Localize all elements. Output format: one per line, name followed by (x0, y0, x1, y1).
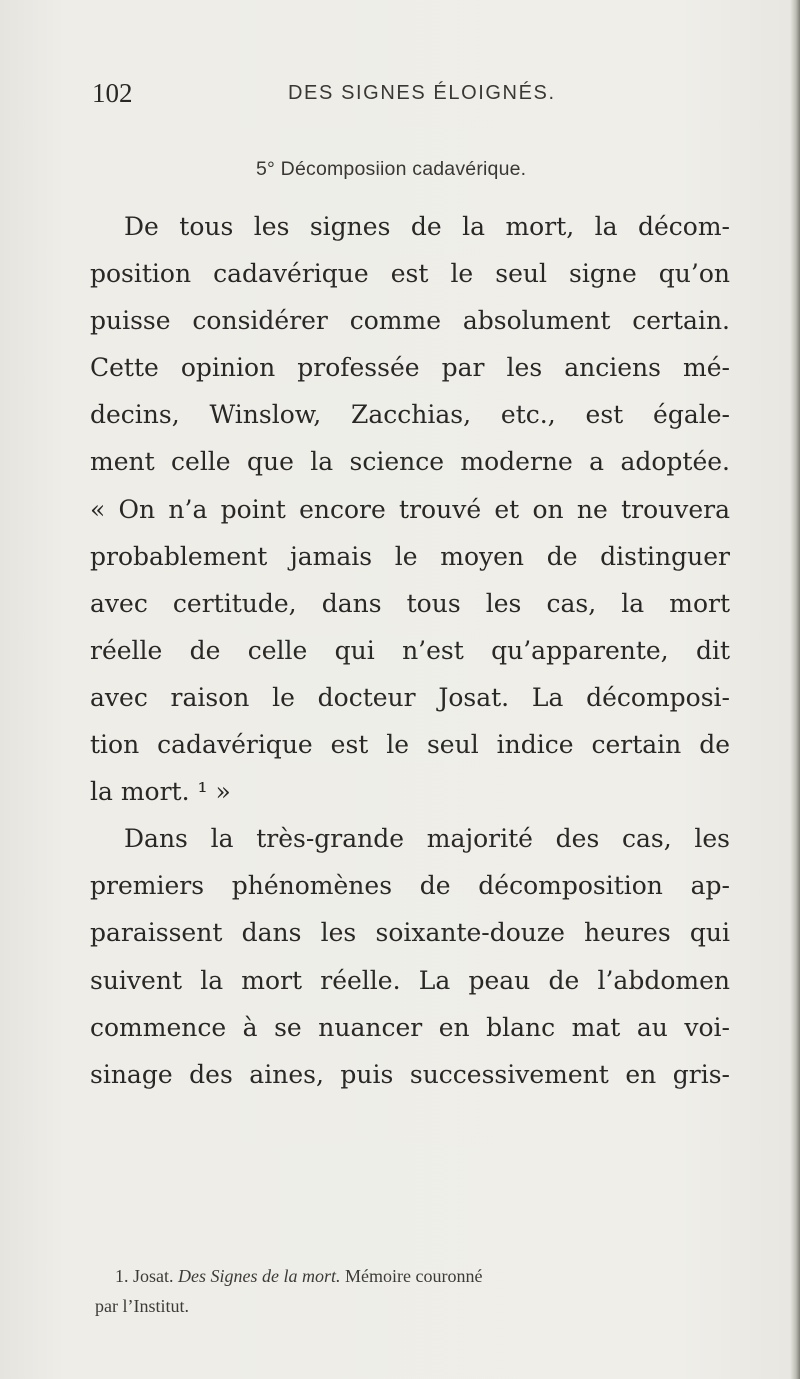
body-text (90, 203, 730, 1098)
page-header (92, 78, 672, 114)
text-line: « On n’a point encore trouvé et on ne trouvera (90, 494, 730, 524)
text-line: commence à se nuancer en blanc mat au voi- (90, 1012, 730, 1042)
text-line: ment celle que la science moderne a adoptée. (90, 447, 730, 477)
text-line: Cette opinion professée par les anciens mé- (90, 353, 730, 383)
footnote-rest: Mémoire couronné (344, 1266, 483, 1286)
running-head: DES SIGNES ÉLOIGNÉS. (288, 82, 556, 104)
footnote-title: Des Signes de la mort. (178, 1266, 341, 1286)
text-line: De tous les signes de la mort, la décom- (124, 212, 730, 241)
text-line: puisse considérer comme absolument certain. (90, 306, 730, 336)
text-line: réelle de celle qui n’est qu’apparente, dit (90, 635, 730, 665)
footnote (95, 1261, 715, 1321)
text-line: avec certitude, dans tous les cas, la mort (90, 588, 730, 618)
text-line: premiers phénomènes de décomposition ap- (90, 871, 730, 901)
footnote-line: par l’Institut. (95, 1296, 189, 1316)
text-line: avec raison le docteur Josat. La décomposi- (90, 682, 730, 712)
text-line: decins, Winslow, Zacchias, etc., est égale- (90, 400, 730, 430)
text-line: tion cadavérique est le seul indice certain de (90, 730, 730, 760)
footnote-marker: 1. (115, 1266, 129, 1286)
page-edge-shadow (790, 0, 800, 1379)
text-line: position cadavérique est le seul signe qu’on (90, 259, 730, 289)
text-line: Dans la très-grande majorité des cas, les (124, 824, 730, 854)
page-number: 102 (92, 78, 133, 108)
section-title: 5° Décomposiion cadavérique. (256, 158, 527, 180)
text-line: paraissent dans les soixante-douze heures qui (90, 918, 730, 948)
footnote-line (95, 1261, 715, 1291)
text-line: la mort. ¹ » (90, 777, 231, 807)
text-line: suivent la mort réelle. La peau de l’abdomen (90, 965, 730, 995)
text-line: sinage des aines, puis successivement en gris- (90, 1059, 730, 1089)
footnote-author: Josat. (133, 1266, 174, 1286)
text-line: probablement jamais le moyen de distinguer (90, 541, 730, 571)
